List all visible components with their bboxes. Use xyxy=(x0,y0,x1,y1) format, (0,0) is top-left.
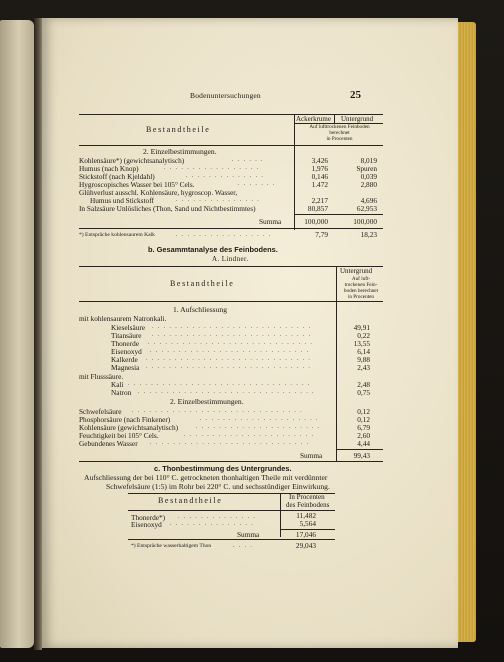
section-heading: 1. Aufschliessung xyxy=(173,305,227,314)
table-row-label: Titansäure xyxy=(111,331,142,340)
unit-line: in Procenten xyxy=(347,294,375,300)
unit-line: Auf luft- xyxy=(351,276,371,282)
table-row-label: Glühverlust ausschl. Kohlensäure, hygroscop. Wasser, xyxy=(79,188,238,197)
sum-value: 100,000 xyxy=(304,217,328,226)
table-row-value: 80,857 xyxy=(307,204,328,213)
table-row-value: 0,12 xyxy=(357,415,370,424)
table-row-label: Natron xyxy=(111,388,132,397)
table-row-value: 0,22 xyxy=(357,331,370,340)
table-row-label: Stickstoff (nach Kjeldahl) xyxy=(79,172,155,181)
intro-text: Aufschliessung der bei 110° C. getrockneten thonhaltigen Theile mit verdünnter xyxy=(84,473,328,482)
leader-dots: . . . . . . . . . . . . . . xyxy=(178,514,257,520)
footnote-value: 18,23 xyxy=(360,230,377,239)
unit-line: in Procenten xyxy=(326,136,353,142)
leader-dots: . . . . . . . . . . . . . . . . . . . . . . . . . . . . xyxy=(150,348,310,354)
table-caption: b. Gesammtanalyse des Feinbodens. xyxy=(148,245,278,254)
leader-dots: . . . . . . . . . . . . . . . . . . . . . . . . . . . . . . . . xyxy=(128,381,311,387)
leader-dots: . . . . . . . . . . . . . . . . . . . . . . . . . . . . . xyxy=(146,356,312,362)
table-row-value: 2,43 xyxy=(357,363,370,372)
section-heading: 2. Einzelbestimmungen. xyxy=(143,147,217,156)
sum-value: 17,046 xyxy=(295,530,316,539)
sum-value: 99,43 xyxy=(353,451,370,460)
leader-dots: . . . . xyxy=(233,543,254,549)
leader-dots: . . . . . . . . . . . . . . . . . . . . . . xyxy=(196,424,321,430)
table-row-value: 2,48 xyxy=(357,380,370,389)
unit-line: berechnet xyxy=(329,130,350,136)
col-header-bestandtheile: Bestandtheile xyxy=(170,279,235,288)
footnote: *) Entspräche wasserhaltigem Thon xyxy=(131,543,212,549)
table-row-value: 13,55 xyxy=(353,339,370,348)
sum-label: Summa xyxy=(259,217,282,226)
col-header-procent: In Procenten xyxy=(289,493,325,501)
leader-dots: . . . . . . xyxy=(232,157,264,163)
leader-dots: . . . . . . . . . . . . . . . . . . . . . . . . . . . . xyxy=(152,324,312,330)
page-number: 25 xyxy=(350,89,361,101)
table-row-value: 2,880 xyxy=(360,180,377,189)
table-row-label: Kalkerde xyxy=(111,355,138,364)
table-row-label: Eisenoxyd xyxy=(111,347,142,356)
leader-dots: . . . . . . . . . . . . . . . . . . . . . . . . . . . . xyxy=(152,332,312,338)
table-row-value: 4,696 xyxy=(360,196,377,205)
table-row-label: Schwefelsäure xyxy=(79,407,122,416)
leader-dots: . . . . . . . . . . . . . . . . . . . . . . . xyxy=(184,432,315,438)
leader-dots: . . . . . . . . . . . . . . . . . . . . . . . . . . . . . xyxy=(148,340,314,346)
section-heading: 2. Einzelbestimmungen. xyxy=(170,397,244,406)
table-row-value: 6,14 xyxy=(357,347,370,356)
leader-dots: . . . . . . . . . . . . . . xyxy=(186,173,265,179)
col-header-feinboden: des Feinbodens xyxy=(286,501,330,509)
table-row-value: 5,564 xyxy=(299,519,316,528)
table-row-label: Thonerde xyxy=(111,339,139,348)
table-row-value: 1.472 xyxy=(311,180,328,189)
col-header-bestandtheile: Bestandtheile xyxy=(146,125,211,134)
table-row-label: Kohlensäure*) (gewichtsanalytisch) xyxy=(79,156,185,165)
leader-dots: . . . . . . . . . . . . . . . . . . . . . . . . . . . . . xyxy=(146,364,312,370)
table-row-value: 0,75 xyxy=(357,388,370,397)
leader-dots: . . . . . . . . . . . . . . . . . . . . . xyxy=(200,416,319,422)
leader-dots: . . . . . . . . . . . . . . . . . xyxy=(176,232,272,238)
table-row-label: Humus und Stickstoff xyxy=(90,196,154,205)
leader-dots: . . . . . . . xyxy=(238,181,276,187)
unit-line: Auf lufttrockenen Feinboden xyxy=(309,124,370,130)
group-label: mit Flusssäure. xyxy=(79,372,124,381)
book-gutter xyxy=(34,18,42,650)
leader-dots: . . . . . . . . . . . . . . . . . xyxy=(164,165,260,171)
unit-line: trockenen Fein- xyxy=(344,282,378,288)
col-header-bestandtheile: Bestandtheile xyxy=(158,496,223,505)
table-row-label: Eisenoxyd xyxy=(131,520,162,529)
table-row-value: 8,019 xyxy=(360,156,377,165)
col-header-ackerkrume: Ackerkrume xyxy=(296,115,331,123)
table-row-label: Kohlensäure (gewichtsanalytisch) xyxy=(79,423,179,432)
table-row-label: Humus (nach Knop) xyxy=(79,164,139,173)
footnote-value: 29,043 xyxy=(295,541,316,550)
sum-label: Summa xyxy=(237,530,260,539)
table-row-label: Hygroscopisches Wasser bei 105° Cels. xyxy=(79,180,195,189)
intro-text: Schwefelsäure (1:5) im Rohr bei 220° C. und sechsstündiger Einwirkung. xyxy=(106,482,330,491)
table-row-value: Spuren xyxy=(356,164,377,173)
table-row-value: 0,039 xyxy=(360,172,377,181)
table-row-value: 49,91 xyxy=(353,323,370,332)
leader-dots: . . . . . . . . . . . . . . . xyxy=(170,521,255,527)
table-row-value: 4,44 xyxy=(357,439,370,448)
table-caption: c. Thonbestimmung des Untergrundes. xyxy=(154,464,292,473)
table-row-label: In Salzsäure Unlösliches (Thon, Sand und Nichtbestimmtes) xyxy=(79,204,256,213)
table-row-value: 3,426 xyxy=(311,156,328,165)
running-head: Bodenuntersuchungen xyxy=(190,91,261,100)
table-row-label: Thonerde*) xyxy=(131,513,166,522)
left-page-edge xyxy=(0,20,34,648)
table-row-value: 9,88 xyxy=(357,355,370,364)
sum-label: Summa xyxy=(300,451,323,460)
table-row-value: 11,482 xyxy=(296,511,316,520)
leader-dots: . . . . . . . . . . . . . . . . . . . . . . . . . . . . xyxy=(150,440,310,446)
table-row-label: Feuchtigkeit bei 105° Cels. xyxy=(79,431,159,440)
table-row-label: Phosphorsäure (nach Finkener) xyxy=(79,415,171,424)
table-row-value: 2,60 xyxy=(357,431,370,440)
leader-dots: . . . . . . . . . . . . . . . xyxy=(176,197,261,203)
table-row-value: 0,12 xyxy=(357,407,370,416)
table-row-value: 6,79 xyxy=(357,423,370,432)
author-line: A. Lindner. xyxy=(212,255,249,263)
col-header-untergrund: Untergrund xyxy=(341,115,374,123)
leader-dots: . . . . . . . . . . . . . . . . . . . . . . . . . . . . . . xyxy=(132,408,304,414)
table-row-label: Kali xyxy=(111,380,124,389)
footnote-value: 7,79 xyxy=(315,230,328,239)
table-row-value: 62,953 xyxy=(356,204,377,213)
table-row-value: 0,146 xyxy=(311,172,328,181)
sum-value: 100,000 xyxy=(353,217,377,226)
table-row-label: Magnesia xyxy=(111,363,140,372)
group-label: mit kohlensaurem Natronkali. xyxy=(79,314,167,323)
gilt-page-edges xyxy=(458,22,476,642)
table-row-value: 1,976 xyxy=(311,164,328,173)
table-row-label: Kieselsäure xyxy=(111,323,146,332)
table-row-value: 2,217 xyxy=(311,196,328,205)
leader-dots: . . . . . . . . . . . . . . . . . . . . . . . . . . . . . . . xyxy=(138,389,315,395)
unit-line: boden berechnet xyxy=(343,288,379,294)
col-header-untergrund: Untergrund xyxy=(340,267,373,275)
table-row-label: Gebundenes Wasser xyxy=(79,439,138,448)
footnote: *) Entspräche kohlensaurem Kalk xyxy=(79,232,155,238)
